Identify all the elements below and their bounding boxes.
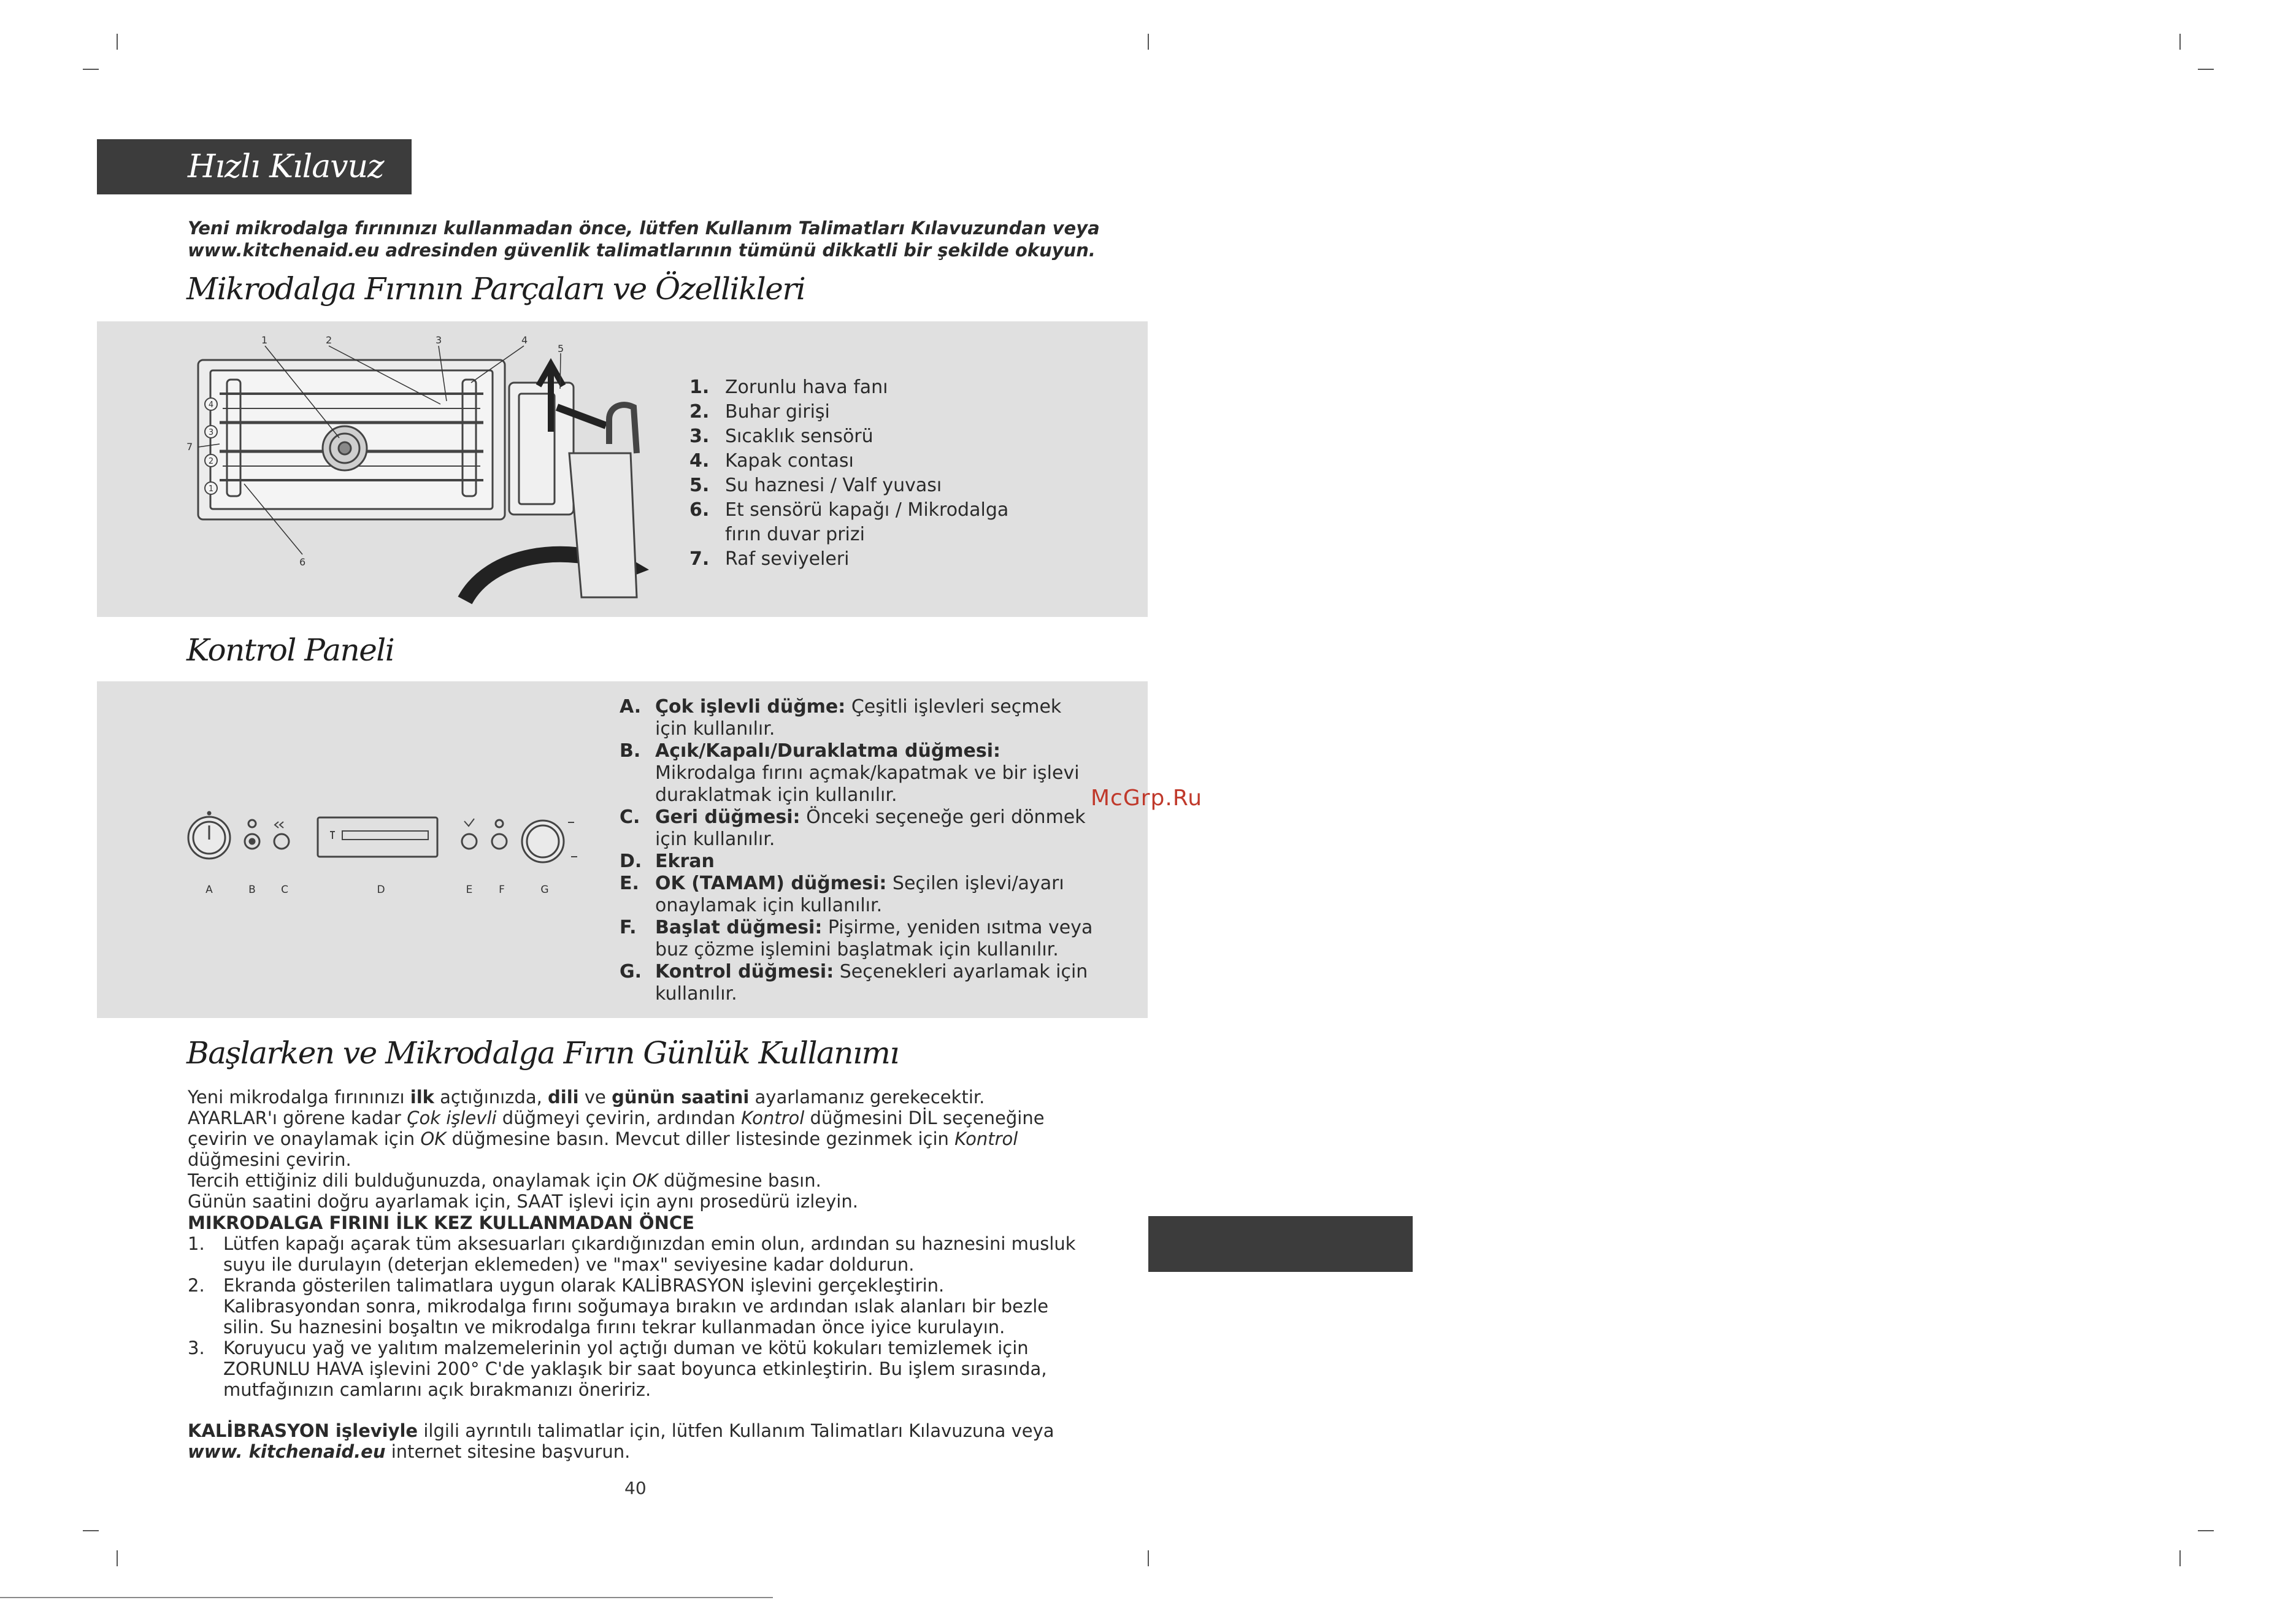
control-heading: Kontrol Paneli — [186, 632, 394, 668]
daily-paragraph: Günün saatini doğru ayarlamak için, SAAT işlevi için aynı prosedürü izleyin. — [188, 1191, 858, 1212]
rack-level-label: 3 — [208, 428, 214, 437]
item-label: Et sensörü kapağı / Mikrodalga fırın duvar prizi — [725, 499, 1009, 545]
callout-6: 6 — [299, 556, 306, 568]
item-desc — [655, 873, 1098, 917]
control-letter-b: B — [248, 884, 256, 896]
first-use-steps — [188, 1233, 1089, 1400]
step-num: 1. — [188, 1233, 205, 1254]
text-run: AYARLAR'ı görene kadar — [188, 1108, 407, 1128]
intro-link[interactable]: www.kitchenaid.eu — [188, 240, 380, 261]
item-num: E. — [620, 873, 639, 894]
item-title: Başlat düğmesi: — [655, 917, 823, 938]
crop-mark — [83, 69, 99, 70]
control-letter-c: C — [281, 884, 288, 896]
crop-mark — [117, 1550, 118, 1566]
crop-mark — [2179, 34, 2181, 50]
step-num: 3. — [188, 1338, 205, 1358]
list-item — [620, 740, 1098, 806]
item-num: G. — [620, 961, 642, 982]
tab-marker — [1148, 1216, 1413, 1272]
control-letter-f: F — [499, 884, 505, 896]
text-run: günün saatini — [612, 1087, 750, 1108]
control-letter-a: A — [205, 884, 213, 896]
item-title: Geri düğmesi: — [655, 806, 801, 828]
list-item — [188, 1233, 1089, 1275]
intro-text — [188, 217, 1108, 261]
item-desc — [655, 696, 1098, 740]
item-num: 1. — [689, 377, 710, 398]
item-num: A. — [620, 696, 642, 718]
text-run: açtığınızda, — [434, 1087, 548, 1108]
item-title: Açık/Kapalı/Duraklatma düğmesi: — [655, 740, 1001, 762]
callout-4: 4 — [521, 334, 528, 346]
item-title: Çok işlevli düğme: — [655, 696, 846, 718]
item-num: F. — [620, 917, 637, 938]
item-desc — [655, 740, 1098, 806]
text-run: ve — [578, 1087, 612, 1108]
text-run: Çok işlevli — [407, 1108, 497, 1128]
item-text: Seçilen işlevi/ayarı onaylamak için kullanılır. — [655, 873, 1064, 916]
text-run: düğmesine basın. — [658, 1170, 821, 1191]
oven-diagram — [97, 321, 686, 617]
item-num: 2. — [689, 401, 710, 423]
intro-line-2-rest: adresinden güvenlik talimatlarının tümünü dikkatli bir şekilde okuyun. — [379, 240, 1096, 261]
text-run: düğmesini çevirin. — [188, 1149, 351, 1170]
callout-5: 5 — [558, 343, 564, 354]
control-letter-g: G — [540, 884, 549, 896]
step-text: Ekranda gösterilen talimatlara uygun olarak KALİBRASYON işlevini gerçekleştirin. Kalibrasyondan sonra, mikrodalga fırını soğumaya bırakın ve ardından ıslak alanları bir bezle silin. Su haznesini boşaltın ve mikrodalga fırını tekrar kullanmadan önce iyice kurulayın. — [223, 1275, 1049, 1338]
callout-3: 3 — [436, 334, 442, 346]
daily-paragraph — [188, 1087, 1089, 1108]
item-title: OK (TAMAM) düğmesi: — [655, 873, 887, 894]
intro-line-2 — [188, 239, 1108, 261]
list-item — [620, 851, 1098, 873]
list-item — [188, 1275, 1089, 1338]
text-run: Kontrol — [954, 1128, 1018, 1149]
item-num: 3. — [689, 426, 710, 447]
step-text: Koruyucu yağ ve yalıtım malzemelerinin yol açtığı duman ve kötü kokuları temizlemek için ZORUNLU HAVA işlevini 200° C'de yaklaşık bir saat boyunca etkinleştirin. Bu işlem sırasında, mutfağınızın camlarını açık bırakmanızı öneririz. — [223, 1338, 1047, 1400]
website-link[interactable]: www. kitchenaid.eu — [188, 1441, 386, 1462]
text-run: ayarlamanız gerekecektir. — [749, 1087, 985, 1108]
text-run: ilgili ayrıntılı talimatlar için, lütfen Kullanım Talimatları Kılavuzuna veya — [418, 1420, 1054, 1441]
item-desc — [655, 961, 1098, 1005]
item-num: 6. — [689, 499, 710, 521]
parts-list — [689, 375, 1070, 572]
rack-level-label: 2 — [208, 457, 214, 466]
list-item — [620, 873, 1098, 917]
list-item — [188, 1338, 1089, 1400]
calibration-note — [188, 1420, 1089, 1462]
step-text: Lütfen kapağı açarak tüm aksesuarları çıkardığınızdan emin olun, ardından su haznesini musluk suyu ile durulayın (deterjan eklemeden) ve "max" seviyesine kadar doldurun. — [223, 1233, 1076, 1275]
text-run: düğmesine basın. Mevcut diller listesinde gezinmek için — [446, 1128, 955, 1149]
daily-paragraph — [188, 1108, 1089, 1170]
crop-mark — [2179, 1550, 2181, 1566]
callout-2: 2 — [326, 334, 332, 346]
text-run: düğmeyi çevirin, ardından — [496, 1108, 742, 1128]
item-text: Pişirme, yeniden ısıtma veya buz çözme işlemini başlatmak için kullanılır. — [655, 917, 1093, 960]
daily-paragraph — [188, 1170, 1089, 1191]
daily-intro — [188, 1087, 1089, 1212]
control-list — [620, 696, 1098, 1005]
text-run: OK — [632, 1170, 658, 1191]
item-num: 4. — [689, 450, 710, 472]
list-item — [689, 547, 1070, 572]
crop-mark — [1148, 1550, 1149, 1566]
list-item — [620, 917, 1098, 961]
item-label: Su haznesi / Valf yuvası — [725, 475, 942, 496]
callout-7: 7 — [186, 441, 193, 453]
rack-level-label: 1 — [208, 484, 214, 494]
list-item — [620, 806, 1098, 851]
bottom-rule — [0, 1597, 773, 1598]
control-panel-diagram — [97, 681, 618, 1018]
rack-level-label: 4 — [208, 400, 214, 410]
crop-mark — [2198, 1530, 2214, 1531]
page-number: 40 — [624, 1478, 647, 1498]
crop-mark — [83, 1530, 99, 1531]
item-desc — [655, 917, 1098, 961]
item-label: Zorunlu hava fanı — [725, 377, 888, 398]
item-label: Raf seviyeleri — [725, 548, 850, 570]
item-label: Buhar girişi — [725, 401, 830, 423]
item-num: 7. — [689, 548, 710, 570]
text-run: düğmesini DİL seçeneğine çevirin ve onaylamak için — [188, 1108, 1045, 1149]
daily-heading: Başlarken ve Mikrodalga Fırın Günlük Kullanımı — [186, 1035, 899, 1071]
item-num: B. — [620, 740, 641, 762]
item-label: Sıcaklık sensörü — [725, 426, 873, 447]
control-letter-d: D — [377, 884, 385, 896]
crop-mark — [117, 34, 118, 50]
item-desc — [655, 851, 715, 873]
list-item — [689, 424, 1070, 449]
text-run: internet sitesine başvurun. — [385, 1441, 631, 1462]
item-text: Seçenekleri ayarlamak için kullanılır. — [655, 961, 1088, 1005]
intro-line-1: Yeni mikrodalga fırınınızı kullanmadan önce, lütfen Kullanım Talimatları Kılavuzundan veya — [188, 218, 1100, 239]
text-run: ilk — [410, 1087, 434, 1108]
text-run: KALİBRASYON işleviyle — [188, 1420, 418, 1441]
crop-mark — [1148, 34, 1149, 50]
callout-1: 1 — [261, 334, 268, 346]
list-item — [689, 400, 1070, 424]
list-item — [689, 375, 1070, 400]
item-num: 5. — [689, 475, 710, 496]
list-item — [689, 473, 1070, 498]
item-num: D. — [620, 851, 642, 872]
text-run: OK — [420, 1128, 447, 1149]
watermark: McGrp.Ru — [1091, 786, 1203, 811]
list-item — [689, 449, 1070, 473]
item-text: Önceki seçeneğe geri dönmek için kullanılır. — [655, 806, 1086, 850]
item-label: Kapak contası — [725, 450, 854, 472]
first-use-heading: MIKRODALGA FIRINI İLK KEZ KULLANMADAN ÖNCE — [188, 1212, 694, 1233]
control-letter-e: E — [466, 884, 473, 896]
item-desc — [655, 806, 1098, 851]
text-run: dili — [548, 1087, 579, 1108]
list-item — [620, 961, 1098, 1005]
parts-heading: Mikrodalga Fırının Parçaları ve Özellikleri — [186, 271, 805, 307]
item-text: Mikrodalga fırını açmak/kapatmak ve bir işlevi duraklatmak için kullanılır. — [655, 762, 1080, 806]
list-item — [620, 696, 1098, 740]
crop-mark — [2198, 69, 2214, 70]
item-title: Kontrol düğmesi: — [655, 961, 834, 982]
page-title: Hızlı Kılavuz — [97, 139, 412, 194]
text-run: Yeni mikrodalga fırınınızı — [188, 1087, 410, 1108]
item-title: Ekran — [655, 851, 715, 872]
list-item — [689, 498, 1070, 547]
text-run: Kontrol — [741, 1108, 805, 1128]
step-num: 2. — [188, 1275, 205, 1296]
text-run: Tercih ettiğiniz dili bulduğunuzda, onaylamak için — [188, 1170, 632, 1191]
item-num: C. — [620, 806, 640, 828]
item-text: Çeşitli işlevleri seçmek için kullanılır. — [655, 696, 1062, 740]
